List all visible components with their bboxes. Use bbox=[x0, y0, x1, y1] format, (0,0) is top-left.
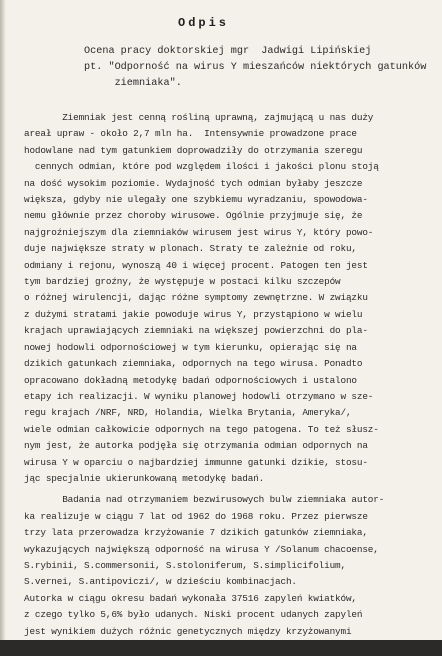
text-line: S.vernei, S.antipoviczi/, w dzieściu kombinacjach. bbox=[24, 576, 297, 588]
text-line: gatunkami. Z otrzymanych 150366 nasion wyrosło tylko 5200 siewek bbox=[24, 642, 374, 653]
text-line: o różnej wirulencji, dając różne symptomy zewnętrzne. W związku bbox=[24, 292, 368, 304]
text-line: opracowano dokładną metodykę badań odpornościowych i ustalono bbox=[24, 374, 357, 386]
title-line: ziemniaka". bbox=[84, 78, 182, 89]
text-line: tym bardziej groźny, że występuje w postaci kilku szczepów bbox=[24, 276, 341, 288]
text-line: krajach uprawiających ziemniaki na większej powierzchni do pla- bbox=[24, 325, 368, 337]
text-line: hodowlane nad tym gatunkiem doprowadziły do otrzymania szeregu bbox=[24, 144, 363, 156]
text-line: duje największe straty w plonach. Straty te zależnie od roku, bbox=[24, 243, 357, 255]
title-line: Ocena pracy doktorskiej mgr Jadwigi Lipińskiej bbox=[84, 46, 372, 57]
text-line: nym jest, że autorka podjęła się otrzymania odmian odpornych na bbox=[24, 440, 368, 452]
text-line: trzy lata przerowadza krzyżowanie 7 dzikich gatunków ziemniaka, bbox=[24, 527, 368, 539]
text-line: wiele odmian całkowicie odpornych na tego patogena. To też słusz- bbox=[24, 423, 379, 435]
text-line: cennych odmian, które pod względem ilości i jakości plonu stoją bbox=[24, 161, 379, 173]
text-line: nowej hodowli odpornościowej w tym kierunku, opierając się na bbox=[24, 341, 357, 353]
text-line: odmiany i rejonu, wynoszą 40 i więcej procent. Patogen ten jest bbox=[24, 259, 368, 271]
text-line: wirusa Y w oparciu o najbardziej immunne gatunki dzikie, stosu- bbox=[24, 456, 368, 468]
text-line: najgroźniejszym dla ziemniaków wirusem jest wirus Y, który powo- bbox=[24, 226, 374, 238]
text-line: ka realizuje w ciągu 7 lat od 1962 do 1968 roku. Przez pierwsze bbox=[24, 510, 368, 522]
text-line: regu krajach /NRF, NRD, Holandia, Wielka Brytania, Ameryka/, bbox=[24, 407, 352, 419]
text-line: S.rybinii, S.commersonii, S.stoloniferum, S.simplicifolium, bbox=[24, 559, 346, 571]
text-line: etapy ich realizacji. W wyniku planowej hodowli otrzymano w sze- bbox=[24, 390, 374, 402]
text-line: areał upraw - około 2,7 mln ha. Intensywnie prowadzone prace bbox=[24, 128, 357, 140]
document-heading: Odpis bbox=[178, 16, 230, 30]
review-title-block bbox=[84, 44, 426, 92]
text-line: wykazujących największą odporność na wirusa Y /Solanum chacoense, bbox=[24, 543, 379, 555]
paragraph-1 bbox=[24, 110, 434, 487]
review-body bbox=[24, 110, 434, 656]
text-line: z czego tylko 5,6% było udanych. Niski procent udanych zapyleń bbox=[24, 609, 363, 621]
text-line: z dużymi stratami jakie powoduje wirus Y, przystąpiono w wielu bbox=[24, 308, 363, 320]
text-line: jest wynikiem dużych różnic genetycznych między krzyżowanymi bbox=[24, 625, 352, 637]
text-line: większa, gdyby nie ulegały one szybkiemu wyradzaniu, spowodowa- bbox=[24, 194, 368, 206]
text-line: na dość wysokim poziomie. Wydajność tych odmian byłaby jeszcze bbox=[24, 177, 363, 189]
title-line: pt. "Odporność na wirus Y mieszańców niektórych gatunków bbox=[84, 62, 427, 73]
page-edge-shadow bbox=[0, 0, 6, 640]
text-line: jąc specjalnie ukierunkowaną metodykę badań. bbox=[24, 472, 265, 484]
text-line: Ziemniak jest cenną rośliną uprawną, zajmującą u nas duży bbox=[24, 112, 374, 123]
text-line: nemu głównie przez choroby wirusowe. Ogólnie przyjmuje się, że bbox=[24, 210, 363, 222]
text-line: Autorka w ciągu okresu badań wykonała 37516 zapyleń kwiatków, bbox=[24, 592, 357, 604]
text-line: dzikich gatunkach ziemniaka, odpornych na tego wirusa. Ponadto bbox=[24, 358, 363, 370]
paragraph-2 bbox=[24, 492, 434, 656]
text-line: Badania nad otrzymaniem bezwirusowych bulw ziemniaka autor- bbox=[24, 494, 385, 506]
